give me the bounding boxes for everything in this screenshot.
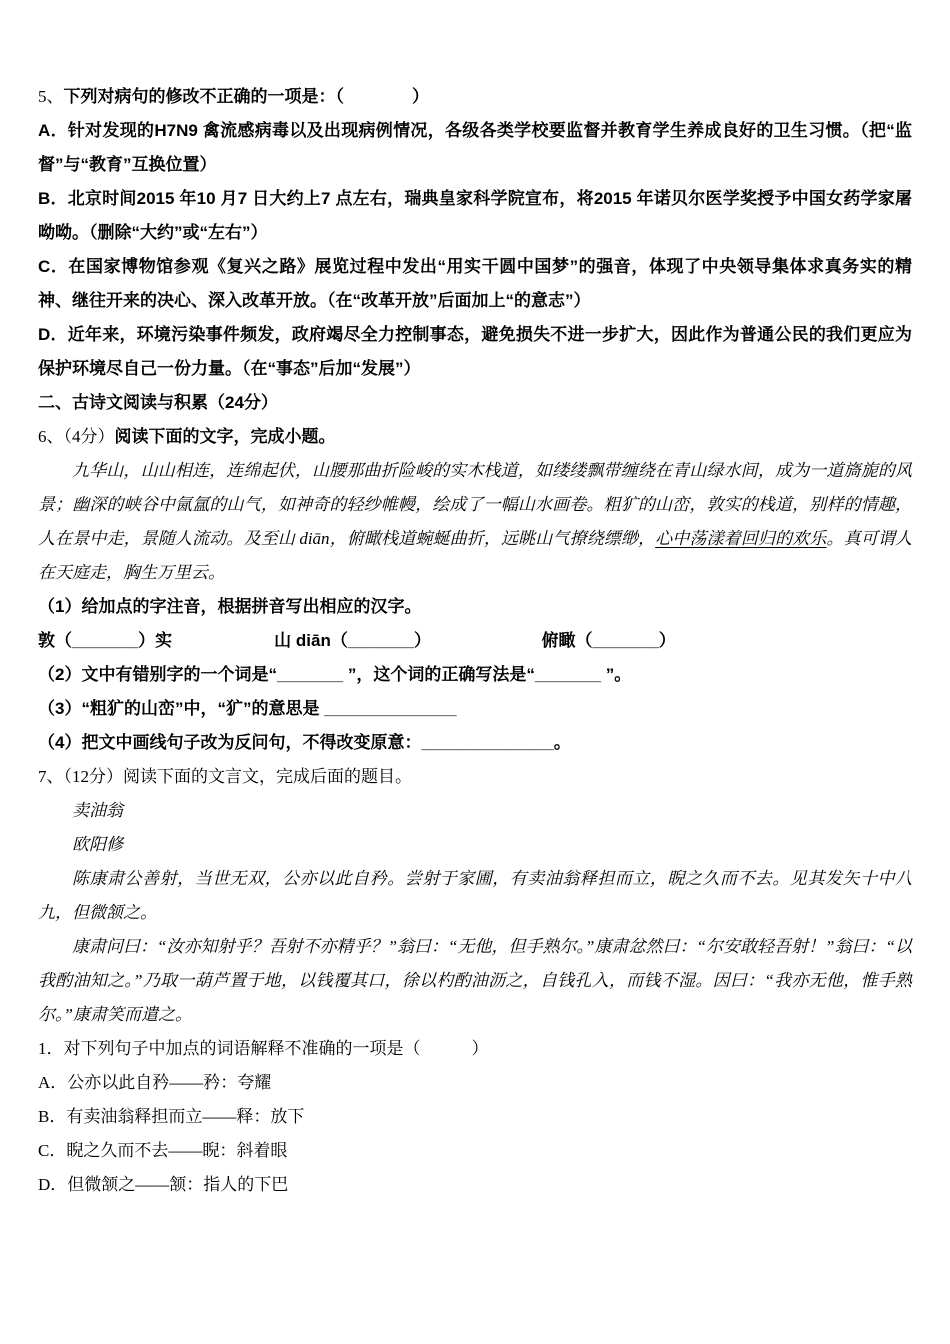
q5-stem-text: 下列对病句的修改不正确的一项是：（ ） [63, 87, 429, 106]
q7-sub1-stem: 1．对下列句子中加点的词语解释不准确的一项是（ ） [38, 1039, 489, 1058]
q7-passage-author: 欧阳修 [72, 835, 123, 854]
q6-passage-before: 九华山，山山相连，连绵起伏，山腰那曲折险峻的实木栈道，如缕缕飘带缠绕在青山绿水间，成为一道旖旎的风景；幽深的峡谷中氤氲的山气，如神奇的轻纱帷幔，绘成了一幅山水画卷。粗犷的山峦，敦实的栈道，别样的情趣，人在景中走，景随人流动。及至山 diān，俯瞰栈道蜿蜒曲折，远眺山气撩绕缥缈， [38, 461, 912, 548]
q6-passage-after: 。真可谓人在天庭走，胸生万里云。 [38, 529, 913, 582]
section-2-header: 二、古诗文阅读与积累（24分） [38, 393, 278, 412]
q6-number: 6、（4分） [38, 427, 115, 446]
q5-option-c: C．在国家博物馆参观《复兴之路》展览过程中发出“用实干圆中国梦”的强音，体现了中央领导集体求真务实的精神、继往开来的决心、深入改革开放。（在“改革开放”后面加上“的意志”） [38, 257, 912, 310]
q7-sub1-option-b: B．有卖油翁释担而立——释：放下 [38, 1107, 305, 1126]
q6-instruction: 阅读下面的文字，完成小题。 [114, 427, 336, 446]
q5-option-b: B．北京时间2015 年10 月7 日大约上7 点左右，瑞典皇家科学院宣布，将2015 年诺贝尔医学奖授予中国女药学家屠呦呦。（删除“大约”或“左右”） [38, 189, 912, 242]
q7-lead: 7、（12分）阅读下面的文言文，完成后面的题目。 [38, 767, 412, 786]
q6-sub-question-2: （2）文中有错别字的一个词是“_______ ”，这个词的正确写法是“_______ ”。 [38, 665, 632, 684]
q6-passage-underlined-sentence: 心中荡漾着回归的欢乐 [655, 529, 827, 548]
q7-passage-paragraph-2: 康肃问曰：“汝亦知射乎？吾射不亦精乎？”翁曰：“无他，但手熟尔。”康肃忿然曰：“尔安敢轻吾射！”翁曰：“以我酌油知之。”乃取一葫芦置于地，以钱覆其口，徐以杓酌油沥之，自钱孔入，而钱不湿。因曰：“我亦无他，惟手熟尔。”康肃笑而遣之。 [38, 937, 912, 1024]
q5-option-d: D．近年来，环境污染事件频发，政府竭尽全力控制事态，避免损失不进一步扩大，因此作为普通公民的我们更应为保护环境尽自己一份力量。（在“事态”后加“发展”） [38, 325, 912, 378]
q6-passage [38, 454, 912, 590]
q6-sub-question-1: （1）给加点的字注音，根据拼音写出相应的汉字。 [38, 597, 422, 616]
q6-sub-question-4: （4）把文中画线句子改为反问句，不得改变原意：______________。 [38, 733, 571, 752]
q5-option-a: A．针对发现的H7N9 禽流感病毒以及出现病例情况，各级各类学校要监督并教育学生养成良好的卫生习惯。（把“监督”与“教育”互换位置） [38, 121, 912, 174]
q7-passage-title: 卖油翁 [72, 801, 123, 820]
q7-sub1-option-a: A．公亦以此自矜——矜：夸耀 [38, 1073, 272, 1092]
q6-lead [38, 420, 912, 454]
q6-sub-question-3: （3）“粗犷的山峦”中，“犷”的意思是 ______________ [38, 699, 457, 718]
q6-pinyin-blanks-row: 敦（_______）实 山 diān（_______） 俯瞰（_______） [38, 631, 676, 650]
q7-sub1-option-d: D．但微颔之——颔：指人的下巴 [38, 1175, 289, 1194]
q7-sub1-option-c: C．睨之久而不去——睨：斜着眼 [38, 1141, 288, 1160]
q5-stem [38, 80, 912, 114]
q5-number: 5、 [38, 87, 64, 106]
q7-passage-paragraph-1: 陈康肃公善射，当世无双，公亦以此自矜。尝射于家圃，有卖油翁释担而立，睨之久而不去。见其发矢十中八九，但微颔之。 [38, 869, 912, 922]
